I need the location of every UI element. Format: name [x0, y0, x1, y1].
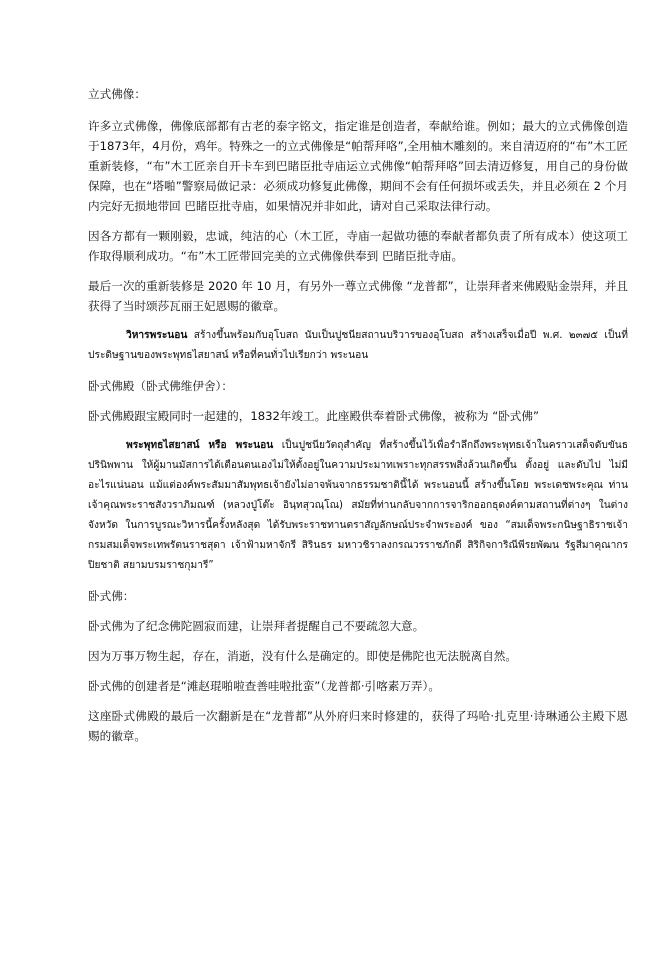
- reclining-buddha-heading: 卧式佛：: [88, 589, 135, 603]
- standing-buddha-paragraph: 许多立式佛像，佛像底部都有古老的泰字铭文，指定谁是创造者，奉献给谁。例如；最大的立式佛像创造于1873年，4月份，鸡年。特殊之一的立式佛像是“帕帮拜咯”,全用柚木雕刻的。来自清迈府的“布”木工匠 重新装修，“布”木工匠亲自开卡车到巴睹臣批寺庙运立式佛像“帕帮拜咯”回去清迈修复，用自己的身份做保障，也在“塔啪”警察局做记录：必须成功修复此佛像，期间不会有任何损坏或丢失，并且必须在 2 个月内完好无损地带回 巴睹臣批寺庙，如果情况并非如此，请对自己采取法律行动。: [88, 119, 628, 213]
- merit-paragraph: 因各方都有一颗刚毅，忠诚，纯洁的心（木工匠，寺庙一起做功德的奉献者都负责了所有成本）使这项工作取得顺利成功。“布”木工匠带回完美的立式佛像供奉到 巴睹臣批寺庙。: [88, 229, 628, 263]
- last-renovation-paragraph: 这座卧式佛殿的最后一次翻新是在“龙普都”从外府归来时修建的，获得了玛哈·扎克里·诗琳通公主殿下恩赐的徽章。: [88, 709, 628, 743]
- nirvana-paragraph: 卧式佛为了纪念佛陀圆寂而建，让崇拜者提醒自己不要疏忽大意。: [88, 619, 425, 633]
- reclining-hall-paragraph: 卧式佛殿跟宝殿同时一起建的，1832年竣工。此座殿供奉着卧式佛像，被称为 “卧式佛”: [88, 409, 539, 423]
- vihara-thai-bold: วิหารพระนอน: [126, 330, 188, 341]
- vihara-thai-paragraph: [88, 326, 628, 366]
- reclining-thai-bold: พระพุทธไสยาสน์ หรือ พระนอน: [126, 440, 274, 451]
- renovation-paragraph: 最后一次的重新装修是 2020 年 10 月，有另外一尊立式佛像 “龙普都”，让崇拜者来佛殿贴金崇拜，并且获得了当时颂莎瓦丽王妃恩赐的徽章。: [88, 279, 628, 313]
- document-body: [88, 84, 628, 746]
- reclining-thai-text: เป็นปูชนียวัตถุสำคัญ ที่สร้างขึ้นไว้เพื่อรำลึกถึงพระพุทธเจ้าในคราวเสด็จดับขันธปรินิพพาน ให้ผู้มานมัสการได้เตือนตนเองไม่ให้ตั้งอยู่ในความประมาทเพราะทุกสรรพสิ่งล้วนเกิดขึ้น ตั้งอยู่ และดับไป ไม่มีอะไรแน่นอน แม้แต่องค์พระสัมมาสัมพุทธเจ้ายังไม่อาจพ้นจากธรรมชาตินี้ได้ พระนอนนี้ สร้างขึ้นโดย พระเดชพระคุณ ท่านเจ้าคุณพระราชสังวราภิมณฑ์ (หลวงปู่โต๊ะ อินฺทสุวณฺโณ) สมัยที่ท่านกลับจากการจาริกออกธุดงค์ตามสถานที่ต่างๆ ในต่างจังหวัด ในการบูรณะวิหารนี้ครั้งหลังสุด ได้รับพระราชทานตราสัญลักษณ์ประจำพระองค์ ของ “สมเด็จพระกนิษฐาธิราชเจ้า กรมสมเด็จพระเทพรัตนราชสุดา เจ้าฟ้ามหาจักรี สิรินธร มหาวชิราลงกรณวรราชภักดี สิริกิจการิณีพีรยพัฒน รัฐสีมาคุณากรปิยชาติ สยามบรมราชกุมารี”: [88, 440, 628, 571]
- reclining-hall-heading: 卧式佛殿（卧式佛维伊舍）：: [88, 379, 233, 393]
- reclining-thai-paragraph: [88, 436, 628, 576]
- standing-buddha-heading: 立式佛像：: [88, 87, 146, 101]
- vihara-thai-text: สร้างขึ้นพร้อมกับอุโบสถ นับเป็นปูชนียสถานบริวารของอุโบสถ สร้างเสร็จเมื่อปี พ.ศ. ๒๓๗๕ เป็นที่ประดิษฐานของพระพุทธไสยาสน์ หรือที่คนทั่วไปเรียกว่า พระนอน: [88, 330, 628, 361]
- impermanence-paragraph: 因为万事万物生起，存在，消逝，没有什么是确定的。即使是佛陀也无法脱离自然。: [88, 649, 517, 663]
- creator-paragraph: 卧式佛的创建者是“滩赵琨啪啦查善哇啦批蛮”（龙普都·引喀素万弄）。: [88, 679, 440, 693]
